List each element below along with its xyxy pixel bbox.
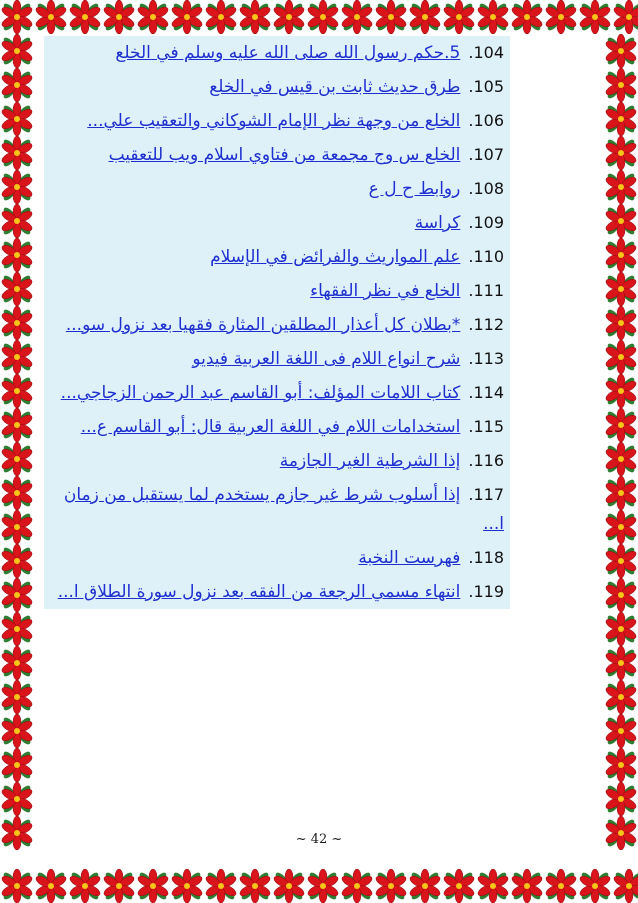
poinsettia-icon [238, 0, 272, 34]
poinsettia-icon [0, 374, 34, 408]
poinsettia-icon [0, 442, 34, 476]
link-list [44, 36, 510, 609]
list-item [44, 104, 510, 138]
list-item [44, 342, 510, 376]
poinsettia-icon [170, 0, 204, 34]
poinsettia-icon [0, 748, 34, 782]
poinsettia-icon [306, 869, 340, 903]
item-link[interactable]: شرح انواع اللام فى اللغة العربية فيديو [192, 349, 461, 369]
poinsettia-icon [604, 646, 638, 680]
poinsettia-icon [604, 136, 638, 170]
list-item [44, 541, 510, 575]
poinsettia-icon [204, 869, 238, 903]
poinsettia-icon [238, 869, 272, 903]
poinsettia-icon [374, 0, 408, 34]
poinsettia-icon [604, 476, 638, 510]
item-number: 116. [468, 451, 504, 470]
poinsettia-icon [0, 340, 34, 374]
item-number: 119. [468, 582, 504, 601]
poinsettia-icon [604, 204, 638, 238]
poinsettia-icon [476, 869, 510, 903]
poinsettia-icon [604, 34, 638, 68]
item-number: 110. [468, 247, 504, 266]
item-number: 113. [468, 349, 504, 368]
poinsettia-border-top [0, 0, 638, 34]
poinsettia-border-left [0, 34, 34, 869]
poinsettia-icon [604, 374, 638, 408]
poinsettia-icon [170, 869, 204, 903]
poinsettia-icon [0, 869, 34, 903]
poinsettia-icon [408, 0, 442, 34]
item-number: 114. [468, 383, 504, 402]
list-item [44, 575, 510, 609]
poinsettia-icon [604, 408, 638, 442]
poinsettia-icon [612, 869, 638, 903]
item-number: 105. [468, 77, 504, 96]
item-link[interactable]: الخلع س وج مجمعة من فتاوي اسلام ويب للتعقيب [108, 145, 461, 165]
poinsettia-icon [604, 102, 638, 136]
poinsettia-icon [0, 544, 34, 578]
poinsettia-icon [0, 238, 34, 272]
poinsettia-icon [578, 0, 612, 34]
item-link[interactable]: إذا الشرطية الغير الجازمة [279, 451, 461, 471]
poinsettia-icon [0, 136, 34, 170]
poinsettia-icon [604, 680, 638, 714]
list-item [44, 206, 510, 240]
item-link[interactable]: علم المواريث والفرائض في الإسلام [210, 247, 461, 267]
poinsettia-icon [0, 272, 34, 306]
item-link[interactable]: 5.حكم رسول الله صلى الله عليه وسلم في الخلع [115, 43, 461, 63]
poinsettia-icon [604, 68, 638, 102]
poinsettia-icon [340, 0, 374, 34]
poinsettia-icon [306, 0, 340, 34]
poinsettia-icon [604, 442, 638, 476]
item-link[interactable]: كتاب اللامات المؤلف: أبو القاسم عبد الرحمن الزجاجي... [60, 383, 461, 403]
item-link[interactable]: الخلع في نظر الفقهاء [310, 281, 461, 301]
poinsettia-icon [0, 714, 34, 748]
poinsettia-icon [604, 170, 638, 204]
item-number: 115. [468, 417, 504, 436]
poinsettia-icon [442, 869, 476, 903]
poinsettia-icon [510, 0, 544, 34]
poinsettia-icon [604, 544, 638, 578]
item-number: 109. [468, 213, 504, 232]
item-link[interactable]: انتهاء مسمي الرجعة من الفقه بعد نزول سورة الطلاق ا... [57, 582, 461, 602]
item-link[interactable]: استخدامات اللام في اللغة العربية قال: أبو القاسم ع... [80, 417, 461, 437]
item-number: 111. [468, 281, 504, 300]
item-number: 112. [468, 315, 504, 334]
poinsettia-icon [0, 34, 34, 68]
poinsettia-icon [442, 0, 476, 34]
poinsettia-icon [272, 0, 306, 34]
item-link[interactable]: إذا أسلوب شرط غير جازم يستخدم لما يستقبل من زمان ا... [63, 485, 504, 534]
poinsettia-icon [604, 238, 638, 272]
poinsettia-icon [0, 646, 34, 680]
poinsettia-icon [0, 476, 34, 510]
poinsettia-icon [604, 272, 638, 306]
item-link[interactable]: *بطلان كل أعذار المطلقين المثارة فقهيا بعد نزول سو... [65, 315, 461, 335]
poinsettia-icon [604, 510, 638, 544]
item-link[interactable]: كراسة [414, 213, 461, 233]
poinsettia-icon [476, 0, 510, 34]
list-item [44, 240, 510, 274]
poinsettia-icon [68, 869, 102, 903]
item-number: 104. [468, 43, 504, 62]
poinsettia-icon [510, 869, 544, 903]
poinsettia-icon [0, 0, 34, 34]
item-link[interactable]: فهرست النخبة [358, 548, 461, 568]
poinsettia-icon [408, 869, 442, 903]
poinsettia-icon [136, 869, 170, 903]
poinsettia-icon [604, 578, 638, 612]
poinsettia-icon [0, 782, 34, 816]
poinsettia-icon [0, 612, 34, 646]
list-item [44, 172, 510, 206]
poinsettia-icon [544, 869, 578, 903]
poinsettia-icon [604, 306, 638, 340]
item-link[interactable]: الخلع من وجهة نظر الإمام الشوكاني والتعقيب علي... [87, 111, 461, 131]
poinsettia-icon [0, 306, 34, 340]
poinsettia-icon [374, 869, 408, 903]
poinsettia-icon [0, 102, 34, 136]
poinsettia-icon [544, 0, 578, 34]
list-item [44, 444, 510, 478]
poinsettia-icon [204, 0, 238, 34]
poinsettia-icon [0, 578, 34, 612]
list-item [44, 138, 510, 172]
poinsettia-icon [0, 680, 34, 714]
list-item [44, 36, 510, 70]
poinsettia-border-right [604, 34, 638, 869]
poinsettia-icon [102, 869, 136, 903]
poinsettia-icon [102, 0, 136, 34]
poinsettia-icon [604, 340, 638, 374]
poinsettia-icon [0, 68, 34, 102]
poinsettia-border-bottom [0, 869, 638, 903]
poinsettia-icon [604, 612, 638, 646]
item-number: 108. [468, 179, 504, 198]
poinsettia-icon [0, 408, 34, 442]
poinsettia-icon [68, 0, 102, 34]
poinsettia-icon [604, 714, 638, 748]
poinsettia-icon [34, 869, 68, 903]
item-number: 117. [468, 485, 504, 504]
poinsettia-icon [612, 0, 638, 34]
item-link[interactable]: روابط ح ل ع [368, 179, 461, 199]
item-number: 106. [468, 111, 504, 130]
list-item [44, 70, 510, 104]
poinsettia-icon [578, 869, 612, 903]
list-item [44, 376, 510, 410]
page-number: ~ 42 ~ [295, 832, 343, 847]
list-item [44, 274, 510, 308]
poinsettia-icon [0, 170, 34, 204]
item-number: 107. [468, 145, 504, 164]
poinsettia-icon [0, 510, 34, 544]
poinsettia-icon [0, 204, 34, 238]
poinsettia-icon [340, 869, 374, 903]
item-link[interactable]: طرق حديث ثابت بن قيس في الخلع [209, 77, 461, 97]
poinsettia-icon [34, 0, 68, 34]
poinsettia-icon [604, 748, 638, 782]
item-number: 118. [468, 548, 504, 567]
list-item [44, 410, 510, 444]
list-item [44, 308, 510, 342]
poinsettia-icon [136, 0, 170, 34]
poinsettia-icon [604, 782, 638, 816]
poinsettia-icon [272, 869, 306, 903]
list-item [44, 478, 510, 541]
